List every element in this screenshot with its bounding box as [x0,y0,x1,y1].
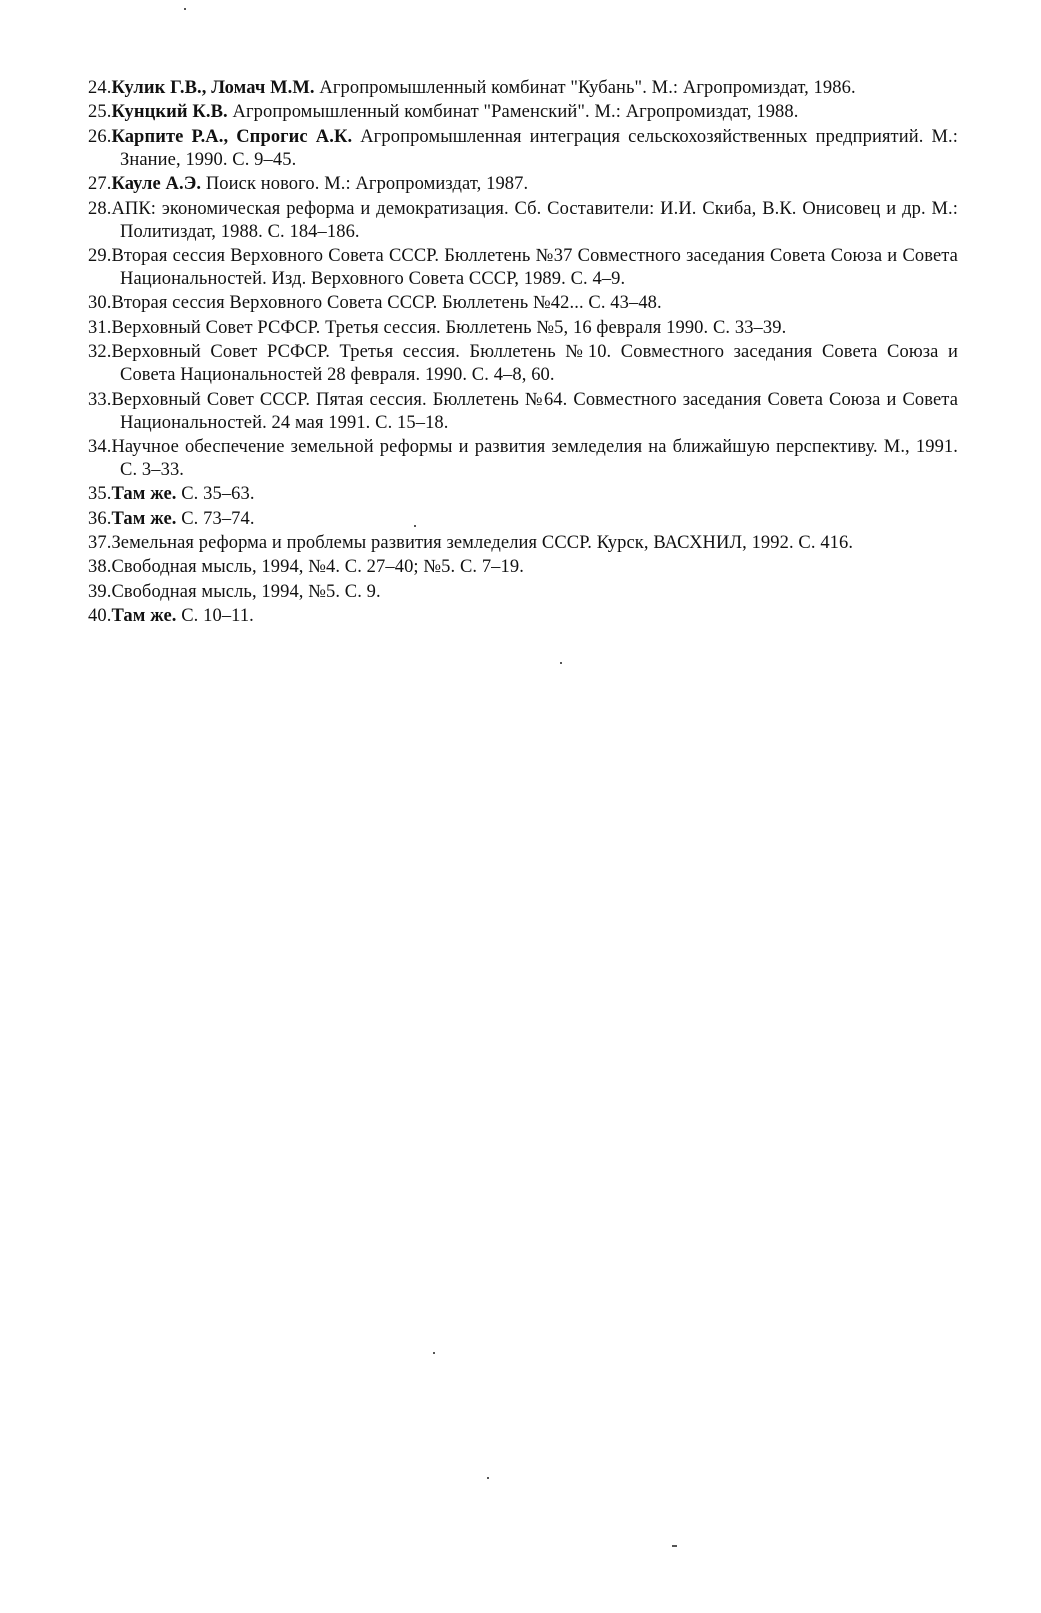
scan-speck [184,8,186,10]
reference-text: С. 73–74. [176,508,255,529]
reference-item [88,483,958,506]
reference-item [88,532,958,555]
reference-text: АПК: экономическая реформа и демократизация. Сб. Составители: И.И. Скиба, В.К. Онисовец и др. М.: Политиздат, 1988. С. 184–186. [111,198,958,242]
reference-text: Свободная мысль, 1994, №4. С. 27–40; №5. С. 7–19. [111,557,524,578]
reference-item [88,77,958,100]
reference-authors: Кулик Г.В., Ломач М.М. [111,78,315,98]
reference-item [88,101,958,124]
reference-text: Агропромышленный комбинат "Раменский". М.: Агропромиздат, 1988. [227,102,799,123]
reference-text: С. 35–63. [176,484,255,505]
reference-number: 29. [88,245,112,266]
reference-number: 34. [88,436,112,457]
reference-authors: Карпите Р.А., Спрогис А.К. [111,126,353,147]
reference-item [88,556,958,579]
reference-number: 38. [88,557,112,578]
reference-number: 37. [88,533,112,554]
reference-text: Свободная мысль, 1994, №5. С. 9. [111,581,381,602]
reference-item [88,198,958,244]
reference-item [88,292,958,315]
reference-number: 35. [88,484,112,505]
reference-number: 28. [88,198,112,219]
reference-text: Верховный Совет СССР. Пятая сессия. Бюллетень №64. Совместного заседания Совета Союза и Совета Национальностей. 24 мая 1991. С. 15–18. [111,389,958,433]
reference-authors: Кунцкий К.В. [111,102,228,123]
reference-number: 33. [88,389,112,410]
reference-list [88,77,958,630]
reference-text: Верховный Совет РСФСР. Третья сессия. Бюллетень №5, 16 февраля 1990. С. 33–39. [111,317,787,338]
reference-number: 25. [88,102,112,123]
reference-number: 24. [88,78,112,98]
reference-authors: Кауле А.Э. [111,174,202,195]
scan-speck [487,1477,489,1479]
reference-item [88,605,958,628]
reference-text: Агропромышленная интеграция сельскохозяйственных предприятий. М.: Знание, 1990. С. 9–45. [120,126,958,170]
reference-text: Агропромышленный комбинат "Кубань". М.: Агропромиздат, 1986. [314,78,856,98]
reference-text: Вторая сессия Верховного Совета СССР. Бюллетень №37 Совместного заседания Совета Союза и Совета Национальностей. Изд. Верховного Совета СССР, 1989. С. 4–9. [111,245,958,289]
reference-number: 32. [88,342,112,363]
reference-item [88,317,958,340]
reference-item [88,245,958,291]
reference-item [88,436,958,482]
reference-item [88,581,958,604]
reference-item [88,389,958,435]
reference-authors: Там же. [111,508,177,529]
reference-number: 40. [88,606,112,627]
reference-number: 36. [88,508,112,529]
reference-number: 31. [88,317,112,338]
reference-text: Научное обеспечение земельной реформы и развития земледелия на ближайшую перспективу. М., 1991. С. 3–33. [111,436,958,480]
reference-item [88,126,958,172]
reference-text: Земельная реформа и проблемы развития земледелия СССР. Курск, ВАСХНИЛ, 1992. С. 416. [111,533,854,554]
scan-speck [560,662,562,664]
scan-speck [414,525,416,527]
reference-number: 27. [88,174,112,195]
reference-authors: Там же. [111,606,177,627]
reference-number: 26. [88,126,112,147]
scan-speck [433,1352,435,1354]
scan-speck [672,1545,677,1547]
reference-item [88,173,958,196]
reference-text: Поиск нового. М.: Агропромиздат, 1987. [201,174,529,195]
reference-item [88,341,958,387]
reference-text: Вторая сессия Верховного Совета СССР. Бюллетень №42... С. 43–48. [111,293,662,314]
reference-text: Верховный Совет РСФСР. Третья сессия. Бюллетень №10. Совместного заседания Совета Союза и Совета Национальностей 28 февраля. 1990. С. 4–8, 60. [111,342,958,386]
reference-number: 30. [88,293,112,314]
reference-authors: Там же. [111,484,177,505]
reference-item [88,508,958,531]
reference-number: 39. [88,581,112,602]
reference-text: С. 10–11. [176,606,254,627]
